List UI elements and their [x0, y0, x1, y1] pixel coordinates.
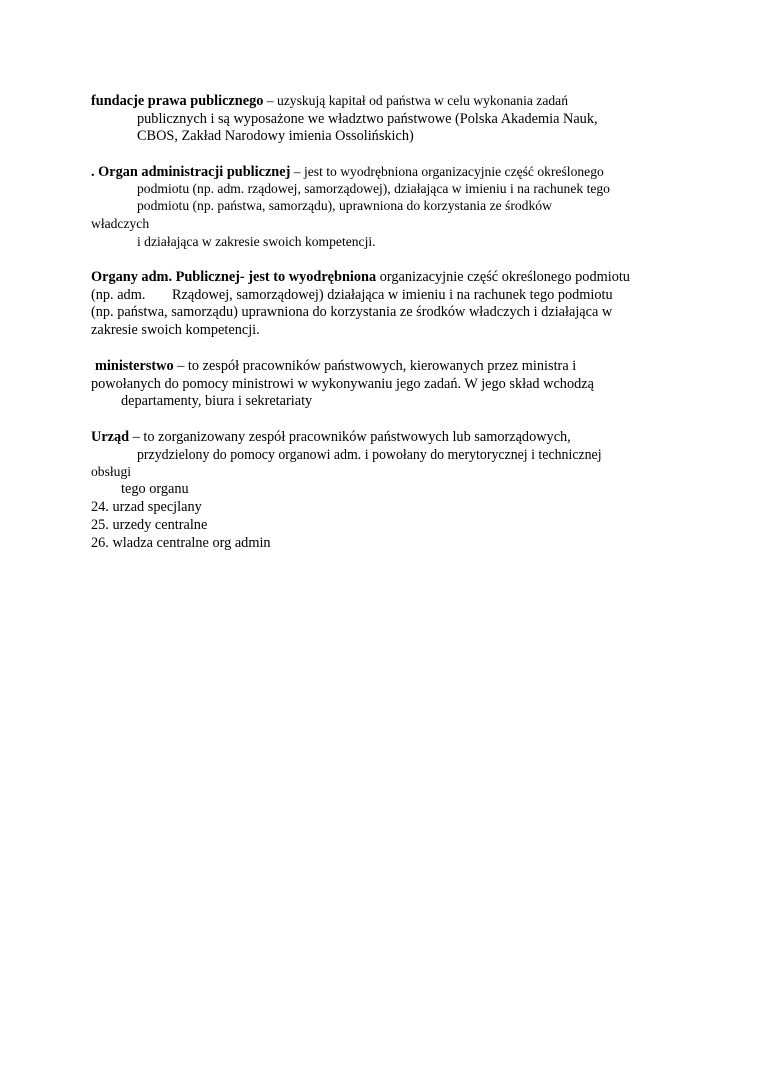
ministerstwo-term: ministerstwo [95, 358, 174, 374]
organy-line-3: (np. państwa, samorządu) uprawniona do korzystania ze środków władczych i działająca w [91, 304, 613, 320]
organ-line-2: podmiotu (np. adm. rządowej, samorządowej), działająca w imieniu i na rachunek tego [137, 181, 610, 196]
organy-line-2a: (np. adm. [91, 287, 146, 303]
fundacje-line-3: CBOS, Zakład Narodowy imienia Ossolińskich) [137, 128, 414, 144]
organ-term: . Organ administracji publicznej [91, 164, 291, 180]
organ-line-3: podmiotu (np. państwa, samorządu), uprawniona do korzystania ze środków [137, 198, 552, 213]
urzad-line-2: przydzielony do pomocy organowi adm. i powołany do merytorycznej i technicznej [137, 447, 602, 463]
organy-text: organizacyjnie część określonego podmiotu [376, 269, 630, 285]
list-item-26: 26. wladza centralne org admin [91, 535, 271, 551]
organy-line-2b: Rządowej, samorządowej) działająca w imieniu i na rachunek tego podmiotu [172, 287, 613, 303]
organ-text: – jest to wyodrębniona organizacyjnie część określonego [290, 164, 604, 179]
organy-line-1 [91, 268, 630, 286]
urzad-term: Urząd [91, 429, 130, 445]
ministerstwo-text: – to zespół pracowników państwowych, kierowanych przez ministra i [173, 358, 577, 374]
list-item-25: 25. urzedy centralne [91, 517, 208, 533]
fundacje-term: fundacje prawa publicznego [91, 93, 264, 109]
organ-line-5: i działająca w zakresie swoich kompetencji. [137, 234, 376, 249]
ministerstwo-line-2: powołanych do pomocy ministrowi w wykonywaniu jego zadań. W jego skład wchodzą [91, 376, 594, 392]
urzad-text: – to zorganizowany zespół pracowników państwowych lub samorządowych, [129, 429, 571, 445]
organy-term: Organy adm. Publicznej- jest to wyodrębniona [91, 269, 377, 285]
organy-line-4: zakresie swoich kompetencji. [91, 322, 260, 338]
urzad-line-4: tego organu [121, 481, 189, 497]
fundacje-line-2: publicznych i są wyposażone we władztwo państwowe (Polska Akademia Nauk, [137, 111, 598, 127]
ministerstwo-line-1 [95, 357, 576, 375]
ministerstwo-line-3: departamenty, biura i sekretariaty [121, 393, 313, 409]
fundacje-text: – uzyskują kapitał od państwa w celu wykonania zadań [263, 93, 569, 108]
urzad-line-1 [91, 428, 571, 446]
organ-line-1 [91, 163, 604, 181]
list-item-24: 24. urzad specjlany [91, 499, 202, 515]
fundacje-line-1 [91, 92, 568, 110]
organ-line-4: władczych [91, 216, 150, 231]
urzad-line-3: obsługi [91, 464, 132, 479]
